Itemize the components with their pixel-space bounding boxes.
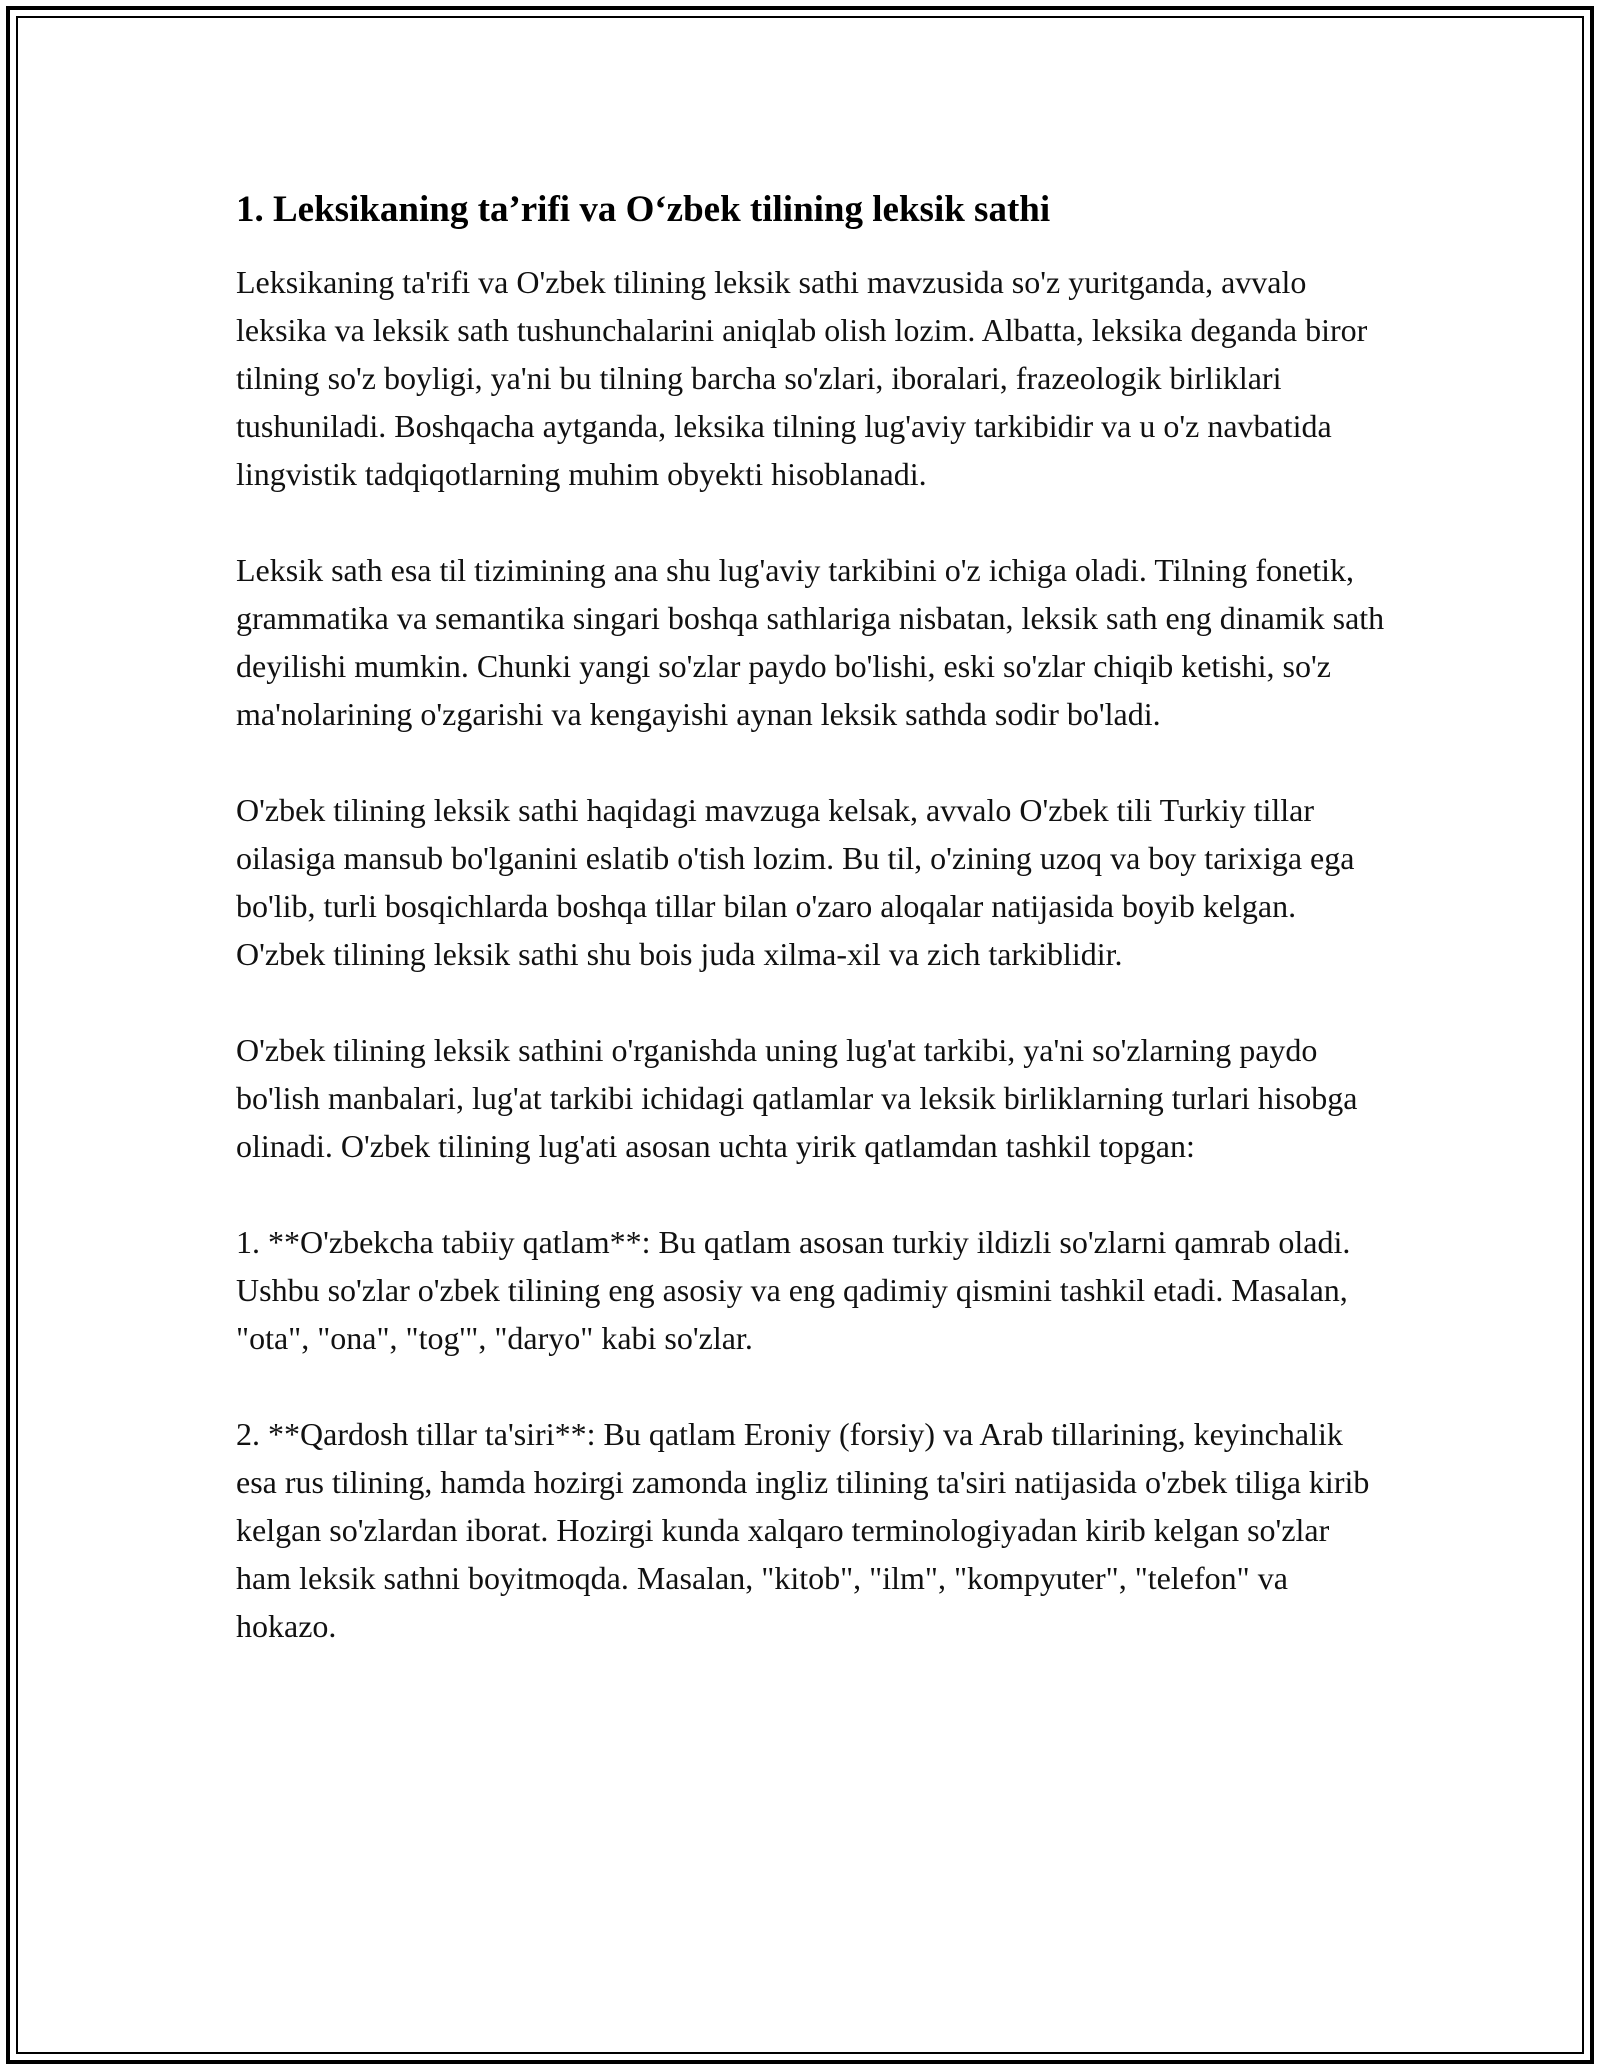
paragraph-uzbek-lexicon: O'zbek tilining leksik sathi haqidagi mavzuga kelsak, avvalo O'zbek tili Turkiy tillar oilasiga mansub bo'lganini eslatib o'tish lozim. Bu til, o'zining uzoq va boy tarixiga ega bo'lib, turli bosqichlarda boshqa tillar bilan o'zaro aloqalar natijasida boyib kelgan. O'zbek tilining leksik sathi shu bois juda xilma-xil va zich tarkiblidir. (236, 792, 1355, 972)
section-heading: 1. Leksikaning ta’rifi va O‘zbek tilining leksik sathi (236, 189, 1051, 230)
list-item-borrowed-layer: 2. **Qardosh tillar ta'siri**: Bu qatlam Eroniy (forsiy) va Arab tillarining, keyinchalik esa rus tilining, hamda hozirgi zamonda ingliz tilining ta'siri natijasida o'zbek tiliga kirib kelgan so'zlardan iborat. Hozirgi kunda xalqaro terminologiyadan kirib kelgan so'zlar ham leksik sathni boyitmoqda. Masalan, "kitob", "ilm", "kompyuter", "telefon" va hokazo. (236, 1416, 1370, 1644)
list-item-native-layer: 1. **O'zbekcha tabiiy qatlam**: Bu qatlam asosan turkiy ildizli so'zlarni qamrab oladi. Ushbu so'zlar o'zbek tilining eng asosiy va eng qadimiy qismini tashkil etadi. Masalan, "ota", "ona", "tog'", "daryo" kabi so'zlar. (236, 1224, 1351, 1356)
paragraph-layers-intro: O'zbek tilining leksik sathini o'rganishda uning lug'at tarkibi, ya'ni so'zlarning paydo bo'lish manbalari, lug'at tarkibi ichidagi qatlamlar va leksik birliklarning turlari hisobga olinadi. O'zbek tilining lug'ati asosan uchta yirik qatlamdan tashkil topgan: (236, 1032, 1358, 1164)
paragraph-definition: Leksikaning ta'rifi va O'zbek tilining leksik sathi mavzusida so'z yuritganda, avvalo leksika va leksik sath tushunchalarini aniqlab olish lozim. Albatta, leksika deganda biror tilning so'z boyligi, ya'ni bu tilning barcha so'zlari, iboralari, frazeologik birliklari tushuniladi. Boshqacha aytganda, leksika tilning lug'aviy tarkibidir va u o'z navbatida lingvistik tadqiqotlarning muhim obyekti hisoblanadi. (236, 264, 1368, 492)
paragraph-lexical-level: Leksik sath esa til tizimining ana shu lug'aviy tarkibini o'z ichiga oladi. Tilning fonetik, grammatika va semantika singari boshqa sathlariga nisbatan, leksik sath eng dinamik sath deyilishi mumkin. Chunki yangi so'zlar paydo bo'lishi, eski so'zlar chiqib ketishi, so'z ma'nolarining o'zgarishi va kengayishi aynan leksik sathda sodir bo'ladi. (236, 552, 1385, 732)
document-body (236, 186, 1386, 1650)
